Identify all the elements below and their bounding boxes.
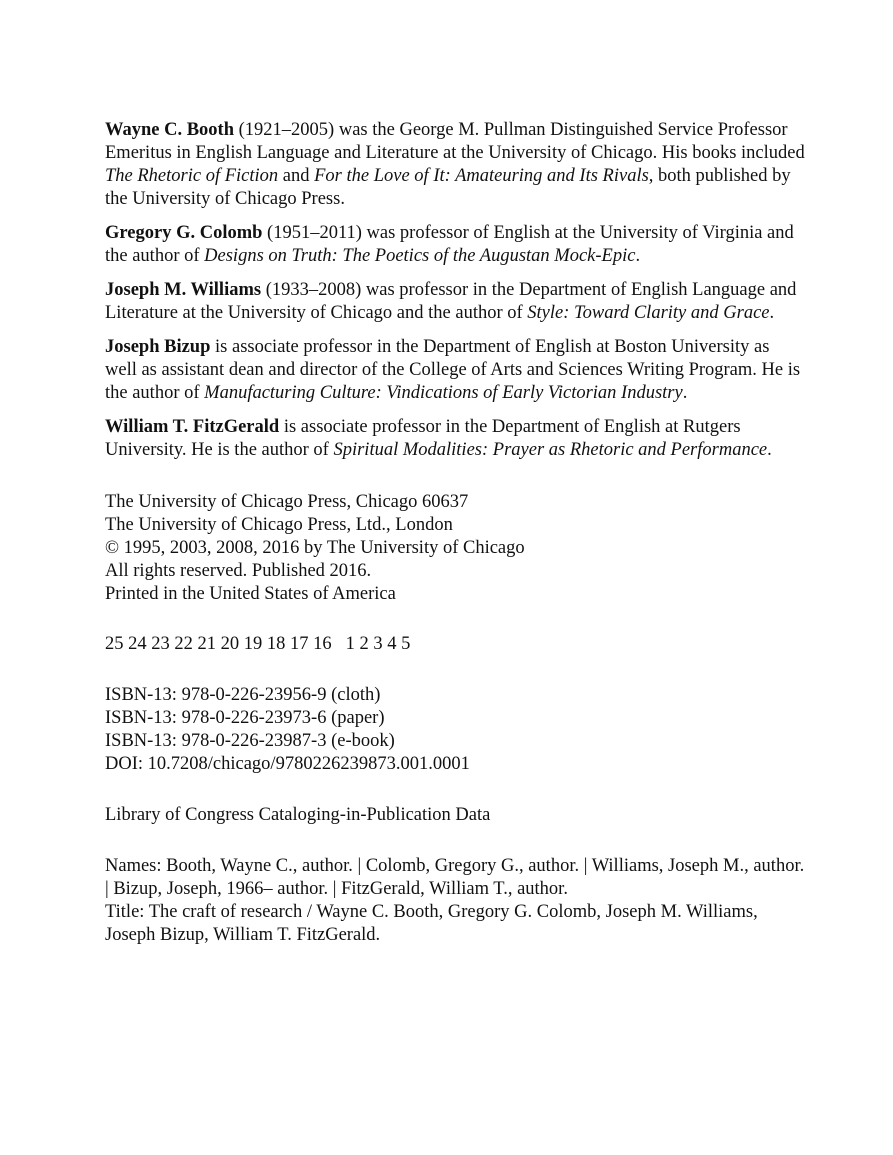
rights-line: All rights reserved. Published 2016. [105,561,372,581]
author-bio-bizup [105,336,805,405]
copyright-line: © 1995, 2003, 2008, 2016 by The University of Chicago [105,538,525,558]
author-bio-colomb [105,222,805,268]
publisher-info [105,491,805,606]
print-years: 25 24 23 22 21 20 19 18 17 16 [105,634,332,654]
author-bio-williams [105,279,805,325]
bio-text: , both published by the University of Chicago Press. [105,166,791,209]
author-bio-booth [105,119,805,211]
book-title: Designs on Truth: The Poetics of the Augustan Mock-Epic [204,246,636,266]
isbn-cloth: ISBN-13: 978-0-226-23956-9 (cloth) [105,685,381,705]
publisher-line: The University of Chicago Press, Ltd., London [105,515,453,535]
copyright-page [105,119,805,947]
publisher-line: The University of Chicago Press, Chicago 60637 [105,492,469,512]
book-title: Style: Toward Clarity and Grace [527,303,770,323]
cip-names: Names: Booth, Wayne C., author. | Colomb, Gregory G., author. | Williams, Joseph M., author. | Bizup, Joseph, 1966– author. | FitzGerald, William T., author. [105,856,805,899]
author-name: Joseph Bizup [105,337,211,357]
bio-text: . [635,246,641,266]
printing-line [105,633,805,656]
book-title: Manufacturing Culture: Vindications of Early Victorian Industry [204,383,683,403]
isbn-paper: ISBN-13: 978-0-226-23973-6 (paper) [105,708,385,728]
book-title: Spiritual Modalities: Prayer as Rhetoric and Performance [333,440,768,460]
author-name: William T. FitzGerald [105,417,280,437]
bio-text: is associate professor in the Department of English at Rutgers University. He is the author of [105,417,741,460]
author-name: Joseph M. Williams [105,280,262,300]
bio-text: and [278,166,315,186]
author-name: Gregory G. Colomb [105,223,263,243]
book-title: For the Love of It: Amateuring and Its Rivals [314,166,649,186]
identifiers [105,684,805,776]
bio-text: is associate professor in the Department of English at Boston University as well as assistant dean and director of the College of Arts and Sciences Writing Program. He is the author of [105,337,801,403]
doi: DOI: 10.7208/chicago/9780226239873.001.0001 [105,754,470,774]
author-name: Wayne C. Booth [105,120,235,140]
cip-title: Title: The craft of research / Wayne C. Booth, Gregory G. Colomb, Joseph M. Williams, Joseph Bizup, William T. FitzGerald. [105,902,758,945]
cip-heading: Library of Congress Cataloging-in-Publication Data [105,805,491,825]
printed-line: Printed in the United States of America [105,584,396,604]
print-impressions: 1 2 3 4 5 [345,634,411,654]
cip-data [105,855,805,947]
isbn-ebook: ISBN-13: 978-0-226-23987-3 (e-book) [105,731,395,751]
book-title: The Rhetoric of Fiction [105,166,279,186]
author-bio-fitzgerald [105,416,805,462]
bio-text: . [682,383,688,403]
bio-text: . [769,303,775,323]
bio-text: (1921–2005) was the George M. Pullman Distinguished Service Professor Emeritus in English Language and Literature at the University of Chicago. His books included [105,120,805,163]
bio-text: (1951–2011) was professor of English at the University of Virginia and the author of [105,223,794,266]
bio-text: . [767,440,772,460]
bio-text: (1933–2008) was professor in the Department of English Language and Literature at the University of Chicago and the author of [105,280,797,323]
